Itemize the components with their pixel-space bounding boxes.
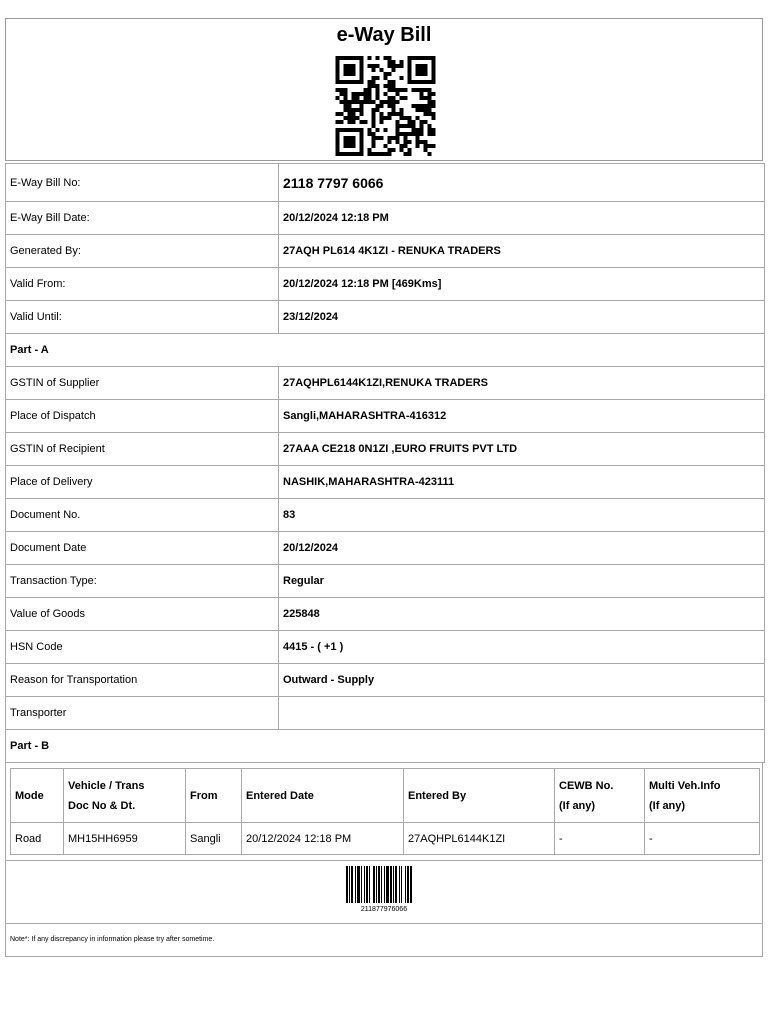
col-multi-line2: (If any) [649,799,686,812]
value-of-goods-label: Value of Goods [6,598,279,631]
col-entered-date: Entered Date [242,769,404,823]
note-box [5,924,763,957]
part-a-heading: Part - A [6,334,765,367]
col-cewb-line2: (If any) [559,799,596,812]
part-b-table [10,768,760,855]
valid-from-label: Valid From: [6,268,279,301]
gstin-recipient-label: GSTIN of Recipient [6,433,279,466]
eway-bill-no-value: 2118 7797 6066 [279,164,765,202]
place-of-dispatch-value: Sangli,MAHARASHTRA-416312 [279,400,765,433]
document-date-value: 20/12/2024 [279,532,765,565]
reason-transport-value: Outward - Supply [279,664,765,697]
transporter-label: Transporter [6,697,279,730]
barcode-box [5,861,763,924]
col-mode: Mode [11,769,64,823]
valid-until-value: 23/12/2024 [279,301,765,334]
transaction-type-value: Regular [279,565,765,598]
place-of-delivery-label: Place of Delivery [6,466,279,499]
eway-bill-sheet [5,18,763,957]
reason-transport-label: Reason for Transportation [6,664,279,697]
part-a-row [6,697,765,730]
gstin-recipient-value: 27AAA CE218 0N1ZI ,EURO FRUITS PVT LTD [279,433,765,466]
cell-vehicle: MH15HH6959 [64,823,186,855]
col-vehicle [64,769,186,823]
generated-by-value: 27AQH PL614 4K1ZI - RENUKA TRADERS [279,235,765,268]
valid-from-value: 20/12/2024 12:18 PM [469Kms] [279,268,765,301]
place-of-delivery-value: NASHIK,MAHARASHTRA-423111 [279,466,765,499]
eway-bill-no-label: E-Way Bill No: [6,164,279,202]
place-of-dispatch-label: Place of Dispatch [6,400,279,433]
part-a-row [6,598,765,631]
col-from: From [186,769,242,823]
cell-entered-date: 20/12/2024 12:18 PM [242,823,404,855]
note-text: Note*: If any discrepancy in information please try after sometime. [10,936,215,943]
part-a-row [6,466,765,499]
part-b-box [5,763,763,861]
hsn-code-label: HSN Code [6,631,279,664]
detail-row [6,301,765,334]
part-a-row [6,631,765,664]
document-no-value: 83 [279,499,765,532]
barcode [346,866,426,903]
part-a-row [6,433,765,466]
detail-row [6,202,765,235]
gstin-supplier-label: GSTIN of Supplier [6,367,279,400]
generated-by-label: Generated By: [6,235,279,268]
cell-entered-by: 27AQHPL6144K1ZI [404,823,555,855]
part-a-row [6,532,765,565]
part-a-heading-row [6,334,765,367]
eway-details-table [5,163,765,763]
col-cewb-line1: CEWB No. [559,779,614,792]
part-a-row [6,664,765,697]
part-b-header-row [11,769,760,823]
part-a-row [6,400,765,433]
qr-code [333,56,438,156]
document-no-label: Document No. [6,499,279,532]
transporter-value [279,697,765,730]
detail-row [6,235,765,268]
valid-until-label: Valid Until: [6,301,279,334]
barcode-number: 211877976066 [360,906,408,913]
gstin-supplier-value: 27AQHPL6144K1ZI,RENUKA TRADERS [279,367,765,400]
cell-multi-veh: - [645,823,760,855]
col-vehicle-line1: Vehicle / Trans [68,779,145,792]
cell-cewb: - [555,823,645,855]
document-title: e-Way Bill [336,24,432,46]
detail-row [6,164,765,202]
value-of-goods-value: 225848 [279,598,765,631]
eway-bill-date-label: E-Way Bill Date: [6,202,279,235]
col-vehicle-line2: Doc No & Dt. [68,799,136,812]
detail-row [6,268,765,301]
cell-from: Sangli [186,823,242,855]
header-box [5,18,763,161]
transaction-type-label: Transaction Type: [6,565,279,598]
document-date-label: Document Date [6,532,279,565]
col-cewb [555,769,645,823]
part-b-heading: Part - B [6,730,765,763]
part-a-row [6,367,765,400]
eway-bill-date-value: 20/12/2024 12:18 PM [279,202,765,235]
part-a-row [6,499,765,532]
col-multi-veh [645,769,760,823]
hsn-code-value: 4415 - ( +1 ) [279,631,765,664]
part-b-row [11,823,760,855]
col-entered-by: Entered By [404,769,555,823]
part-a-row [6,565,765,598]
part-b-heading-row [6,730,765,763]
cell-mode: Road [11,823,64,855]
col-multi-line1: Multi Veh.Info [649,779,721,792]
